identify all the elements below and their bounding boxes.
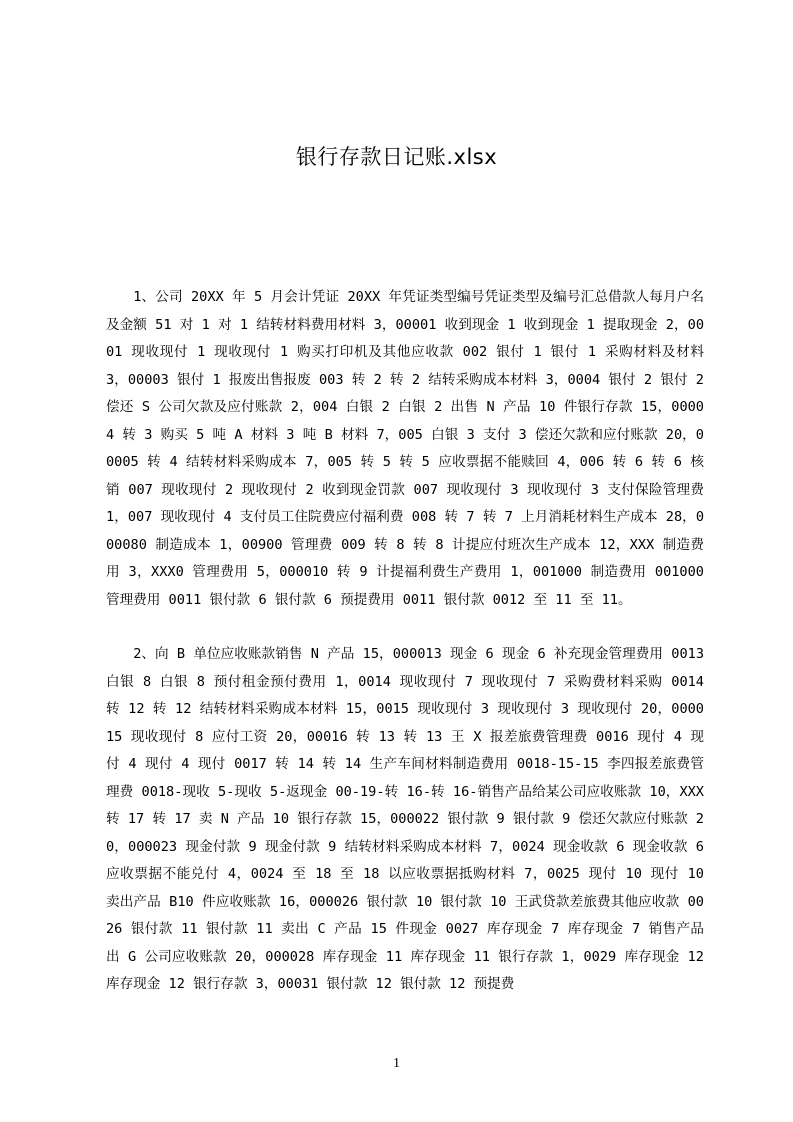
page-number: 1 bbox=[393, 1056, 400, 1071]
paragraph-1: 1、公司 20XX 年 5 月会计凭证 20XX 年凭证类型编号凭证类型及编号汇总借款人每月户名及金额 51 对 1 对 1 结转材料费用材料 3，00001 收到现金 1 收到现金 1 提取现金 2，0001 现收现付 1 现收现付 1 购买打印机及其他应收款 002 银付 1 银付 1 采购材料及材料 3，00003 银付 1 报废出售报废 003 转 2 转 2 结转采购成本材料 3，0004 银付 2 银付 2 偿还 S 公司欠款及应付账款 2，004 白银 2 白银 2 出售 N 产品 10 件银行存款 15，00004 转 3 购买 5 吨 A 材料 3 吨 B 材料 7，005 白银 3 支付 3 偿还欠款和应付账款 20，00005 转 4 结转材料采购成本 7，005 转 5 转 5 应收票据不能赎回 4，006 转 6 转 6 核销 007 现收现付 2 现收现付 2 收到现金罚款 007 现收现付 3 现收现付 3 支付保险管理费 1，007 现收现付 4 支付员工住院费应付福利费 008 转 7 转 7 上月消耗材料生产成本 28，000080 制造成本 1，00900 管理费 009 转 8 转 8 计提应付班次生产成本 12，XXX 制造费用 3，XXX0 管理费用 5，000010 转 9 计提福利费生产费用 1，001000 制造费用 001000 管理费用 0011 银付款 6 银付款 6 预提费用 0011 银付款 0012 至 11 至 11。 bbox=[106, 289, 704, 608]
document-body bbox=[106, 284, 704, 999]
document-title: 银行存款日记账.xlsx bbox=[295, 145, 498, 169]
paragraph-2: 2、向 B 单位应收账款销售 N 产品 15，000013 现金 6 现金 6 补充现金管理费用 0013 白银 8 白银 8 预付租金预付费用 1，0014 现收现付 7 现收现付 7 采购费材料采购 0014 转 12 转 12 结转材料采购成本材料 15，0015 现收现付 3 现收现付 3 现收现付 20，000015 现收现付 8 应付工资 20，00016 转 13 转 13 王 X 报差旅费管理费 0016 现付 4 现付 4 现付 4 现付 0017 转 14 转 14 生产车间材料制造费用 0018-15-15 李四报差旅费管理费 0018-现收 5-现收 5-返现金 00-19-转 16-转 16-销售产品给某公司应收账款 10，XXX 转 17 转 17 卖 N 产品 10 银行存款 15，000022 银付款 9 银付款 9 偿还欠款应付账款 20，000023 现金付款 9 现金付款 9 结转材料采购成本材料 7，0024 现金收款 6 现金收款 6 应收票据不能兑付 4，0024 至 18 至 18 以应收票据抵购材料 7，0025 现付 10 现付 10 卖出产品 B10 件应收账款 16，000026 银付款 10 银付款 10 王武贷款差旅费其他应收款 0026 银付款 11 银付款 11 卖出 C 产品 15 件现金 0027 库存现金 7 库存现金 7 销售产品出 G 公司应收账款 20，000028 库存现金 11 库存现金 11 银行存款 1，0029 库存现金 12 库存现金 12 银行存款 3，00031 银付款 12 银付款 12 预提费 bbox=[106, 646, 704, 992]
